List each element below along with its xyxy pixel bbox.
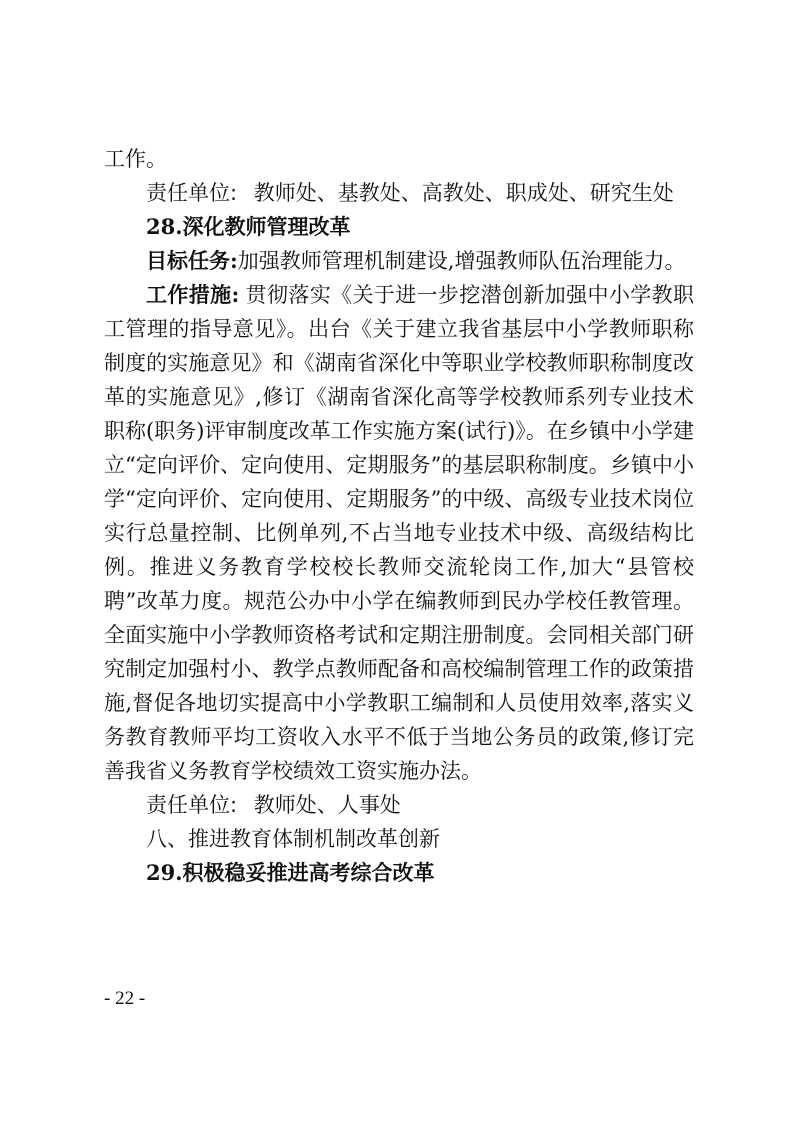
goal-label: 目标任务:	[146, 248, 238, 273]
measures-paragraph	[104, 278, 694, 788]
responsibility-line-2	[104, 788, 694, 822]
paragraph-continuation	[104, 142, 694, 176]
responsibility-label: 责任单位:	[146, 793, 238, 817]
responsibility-label: 责任单位:	[146, 181, 238, 205]
goal-line	[104, 244, 694, 278]
continuation-text: 工作。	[104, 147, 167, 171]
responsibility-text: 教师处、基教处、高教处、职成处、研究生处	[253, 181, 674, 205]
measures-label: 工作措施:	[146, 282, 240, 307]
heading-text: 29.积极稳妥推进高考综合改革	[146, 860, 435, 885]
heading-text: 28.深化教师管理改革	[146, 214, 351, 239]
section-heading-8	[104, 822, 694, 856]
section-heading-28	[104, 210, 694, 244]
document-body	[104, 142, 694, 890]
measures-text: 贯彻落实《关于进一步挖潜创新加强中小学教职工管理的指导意见》。出台《关于建立我省基层中小学教师职称制度的实施意见》和《湖南省深化中等职业学校教师职称制度改革的实施意见》,修订《湖南省深化高等学校教师系列专业技术职称(职务)评审制度改革工作实施方案(试行)》。在乡镇中小学建立“定向评价、定向使用、定期服务”的基层职称制度。乡镇中小学“定向评价、定向使用、定期服务”的中级、高级专业技术岗位实行总量控制、比例单列,不占当地专业技术中级、高级结构比例。推进义务教育学校校长教师交流轮岗工作,加大“县管校聘”改革力度。规范公办中小学在编教师到民办学校任教管理。全面实施中小学教师资格考试和定期注册制度。会同相关部门研究制定加强村小、教学点教师配备和高校编制管理工作的政策措施,督促各地切实提高中小学教职工编制和人员使用效率,落实义务教育教师平均工资收入水平不低于当地公务员的政策,修订完善我省义务教育学校绩效工资实施办法。	[104, 283, 694, 783]
page-number: - 22 -	[104, 988, 146, 1009]
section-heading-29	[104, 856, 694, 890]
responsibility-line	[104, 176, 694, 210]
goal-text: 加强教师管理机制建设,增强教师队伍治理能力。	[237, 249, 686, 273]
responsibility-text: 教师处、人事处	[253, 793, 401, 817]
heading-text: 八、推进教育体制机制改革创新	[146, 827, 440, 851]
